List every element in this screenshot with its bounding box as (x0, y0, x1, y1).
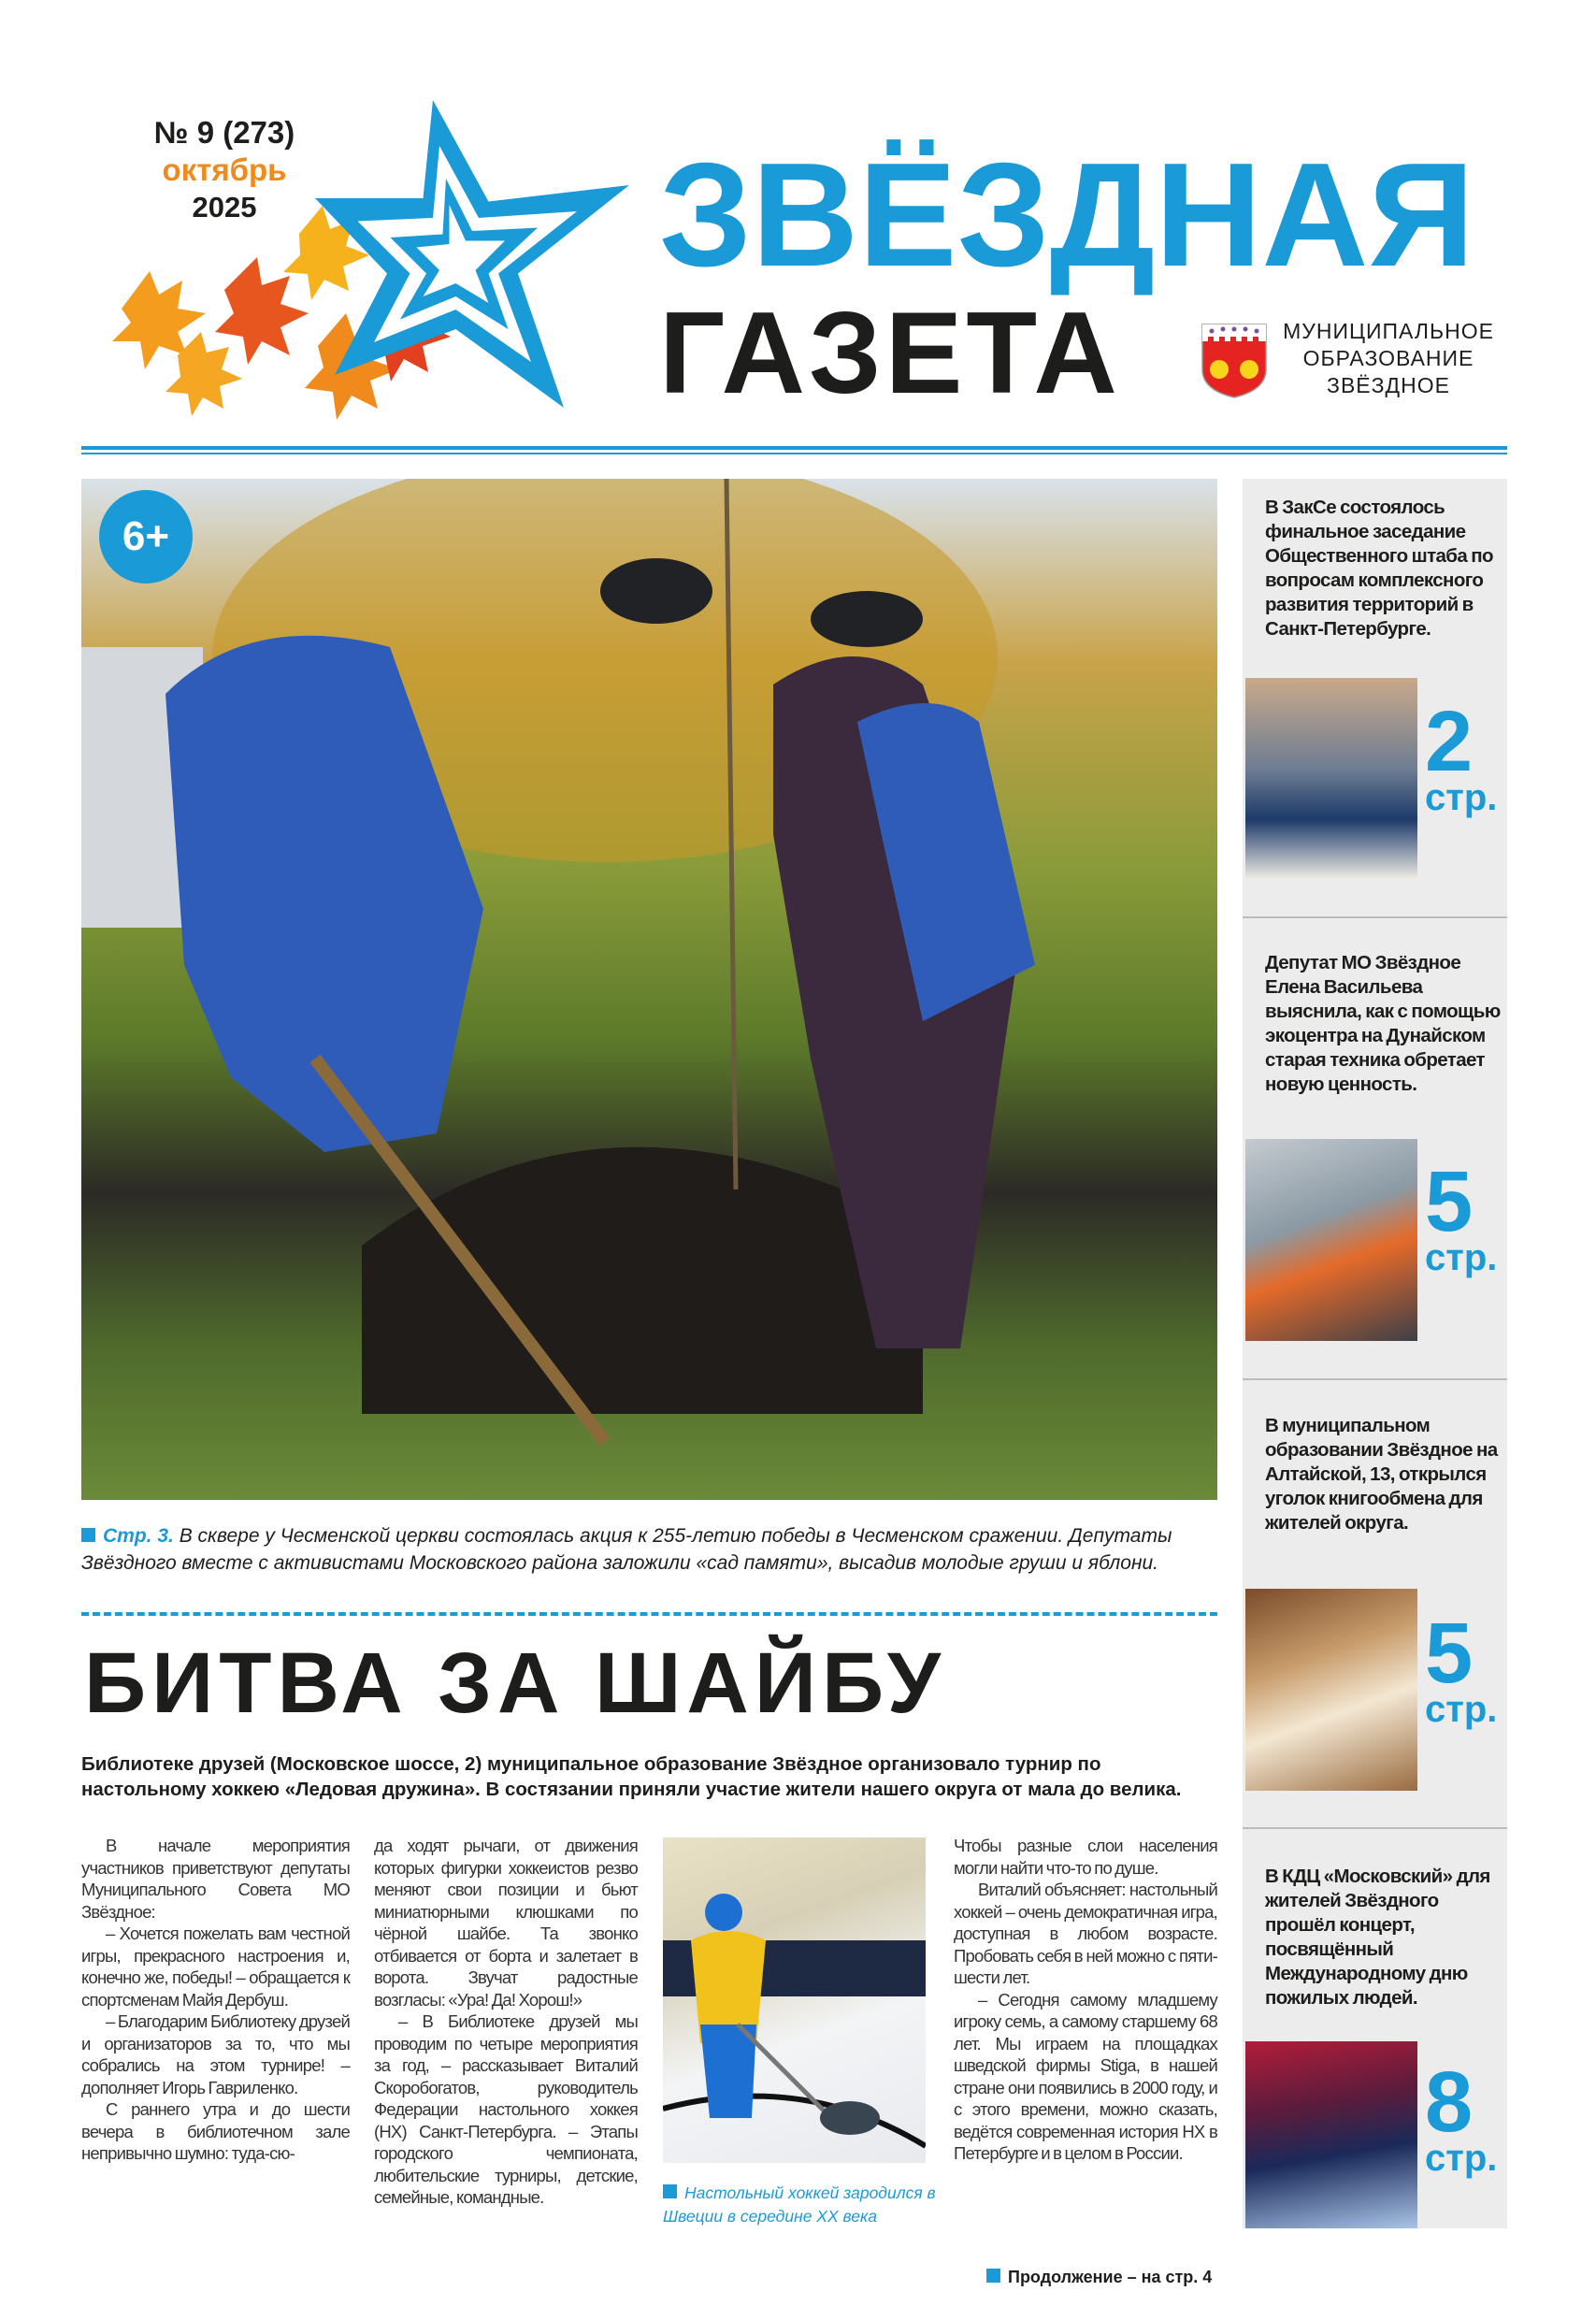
bullet-square-icon (81, 1528, 95, 1542)
teaser-text[interactable]: В КДЦ «Московский» для жителей Звёздного прошёл концерт, посвящённый Международному дню пожилых людей. (1265, 1866, 1490, 2009)
teaser-text[interactable]: В ЗакСе состоялось финальное заседание Общественного штаба по вопросам комплексного развития территорий в Санкт-Петербурге. (1265, 497, 1493, 640)
paragraph: В начале мероприятия участников приветствуют депутаты Муниципального Совета МО Звёздное: (81, 1836, 350, 1922)
header-divider (81, 453, 1507, 454)
section-divider (81, 1612, 1217, 1616)
article-headline: БИТВА ЗА ШАЙБУ (84, 1636, 947, 1731)
article-column-2 (374, 1835, 638, 2209)
newspaper-subtitle: ГАЗЕТА (659, 289, 1121, 418)
page-number: 2 (1425, 694, 1474, 789)
caption-text: Настольный хоккей зародился в Швеции в середине XX века (663, 2183, 936, 2226)
issue-info (131, 114, 318, 226)
teaser-photo-books (1245, 1589, 1417, 1791)
page-label: стр. (1425, 2138, 1498, 2179)
main-photo-caption (81, 1522, 1217, 1577)
paragraph: С раннего утра и до шести вечера в библиотечном зале непривычно шумно: туда-сю- (81, 2099, 350, 2163)
teaser-photo-deputy (1245, 1139, 1417, 1341)
municipality-line: ЗВЁЗДНОЕ (1327, 373, 1450, 397)
paragraph: да ходят рычаги, от движения которых фигурки хоккеистов резво меняют свои позиции и бьют миниатюрными клюшками по чёрной шайбе. Та звонко отбивается от борта и залетает в ворота. Звучат радостные возгласы: «Ура! Да! Хорош!» (374, 1836, 638, 2010)
municipality-label (1281, 318, 1496, 399)
issue-number: № 9 (273) (153, 115, 295, 150)
caption-text: В сквере у Чесменской церкви состоялась акция к 255-летию победы в Чесменском сражении. Депутаты Звёздного вместе с активистами Московского района заложили «сад памяти», высадив молодые груши и яблони. (81, 1525, 1172, 1574)
municipality-line: ОБРАЗОВАНИЕ (1302, 346, 1474, 370)
header-divider (81, 446, 1507, 450)
bullet-square-icon (663, 2184, 677, 2198)
teaser-text[interactable]: Депутат МО Звёздное Елена Васильева выяснила, как с помощью экоцентра на Дунайском старая техника обретает новую ценность. (1265, 952, 1501, 1095)
teaser-divider (1243, 916, 1507, 918)
continued-text: Продолжение – на стр. 4 (1008, 2268, 1213, 2286)
coat-of-arms-icon (1201, 323, 1268, 399)
teaser-text[interactable]: В муниципальном образовании Звёздное на Алтайской, 13, открылся уголок книгообмена для жителей округа. (1265, 1415, 1498, 1534)
teaser-divider (1243, 1378, 1507, 1380)
paragraph: Чтобы разные слои населения могли найти что-то по душе. (954, 1836, 1217, 1878)
issue-year: 2025 (192, 191, 257, 223)
teaser-page-number[interactable] (1425, 1154, 1507, 1278)
hockey-photo-caption (663, 2182, 939, 2228)
page-number: 5 (1425, 1606, 1474, 1701)
main-photo-tree-planting (81, 479, 1217, 1500)
table-hockey-photo (663, 1837, 926, 2163)
age-rating-badge: 6+ (99, 490, 193, 584)
caption-page-ref: Стр. 3. (103, 1525, 174, 1547)
page-label: стр. (1425, 1689, 1498, 1730)
page-number: 5 (1425, 1154, 1474, 1249)
article-column-1 (81, 1835, 350, 2165)
paragraph: – Хочется пожелать вам честной игры, прекрасного настроения и, конечно же, победы! – обращается к спортсменам Майя Дербуш. (81, 1924, 350, 2010)
article-column-4 (954, 1835, 1217, 2165)
paragraph: – Благодарим Библиотеку друзей и организаторов за то, что мы собрались на этом турнире! – дополняет Игорь Гавриленко. (81, 2011, 350, 2097)
continued-on-page-link[interactable] (986, 2268, 1212, 2287)
newspaper-title: ЗВЁЗДНАЯ (659, 133, 1475, 297)
article-lead: Библиотеке друзей (Московское шоссе, 2) муниципальное образование Звёздное организовало турнир по настольному хоккею «Ледовая дружина». В состязании приняли участие жители нашего округа от мала до велика. (81, 1753, 1182, 1800)
teaser-photo-meeting (1245, 678, 1417, 880)
page-label: стр. (1425, 777, 1498, 818)
teaser-page-number[interactable] (1425, 1606, 1507, 1730)
municipality-line: МУНИЦИПАЛЬНОЕ (1283, 319, 1494, 343)
teaser-divider (1243, 1827, 1507, 1829)
sidebar-teasers (1243, 479, 1507, 2228)
star-logo-icon (309, 94, 636, 421)
page-label: стр. (1425, 1237, 1498, 1278)
teaser-photo-concert (1245, 2041, 1417, 2228)
teaser-page-number[interactable] (1425, 2054, 1507, 2179)
bullet-square-icon (986, 2269, 1000, 2283)
page-number: 8 (1425, 2054, 1474, 2150)
paragraph: – Сегодня самому младшему игроку семь, а самому старшему 68 лет. Мы играем на площадках шведской фирмы Stiga, в нашей стране они появились в 2000 году, и с этого времени, можно сказать, ведётся современная история НХ в Петербурге и в целом в России. (954, 1989, 1217, 2163)
issue-month: октябрь (162, 152, 287, 187)
paragraph: – В Библиотеке друзей мы проводим по четыре мероприятия за год, – рассказывает Виталий Скоробогатов, руководитель Федерации настольного хоккея (НХ) Санкт-Петербурга. – Этапы городского чемпионата, любительские турниры, детские, семейные, командные. (374, 2011, 638, 2207)
teaser-page-number[interactable] (1425, 694, 1507, 818)
paragraph: Виталий объясняет: настольный хоккей – очень демократичная игра, доступная в любом возрасте. Пробовать себя в ней можно с пяти-шести лет. (954, 1880, 1217, 1987)
